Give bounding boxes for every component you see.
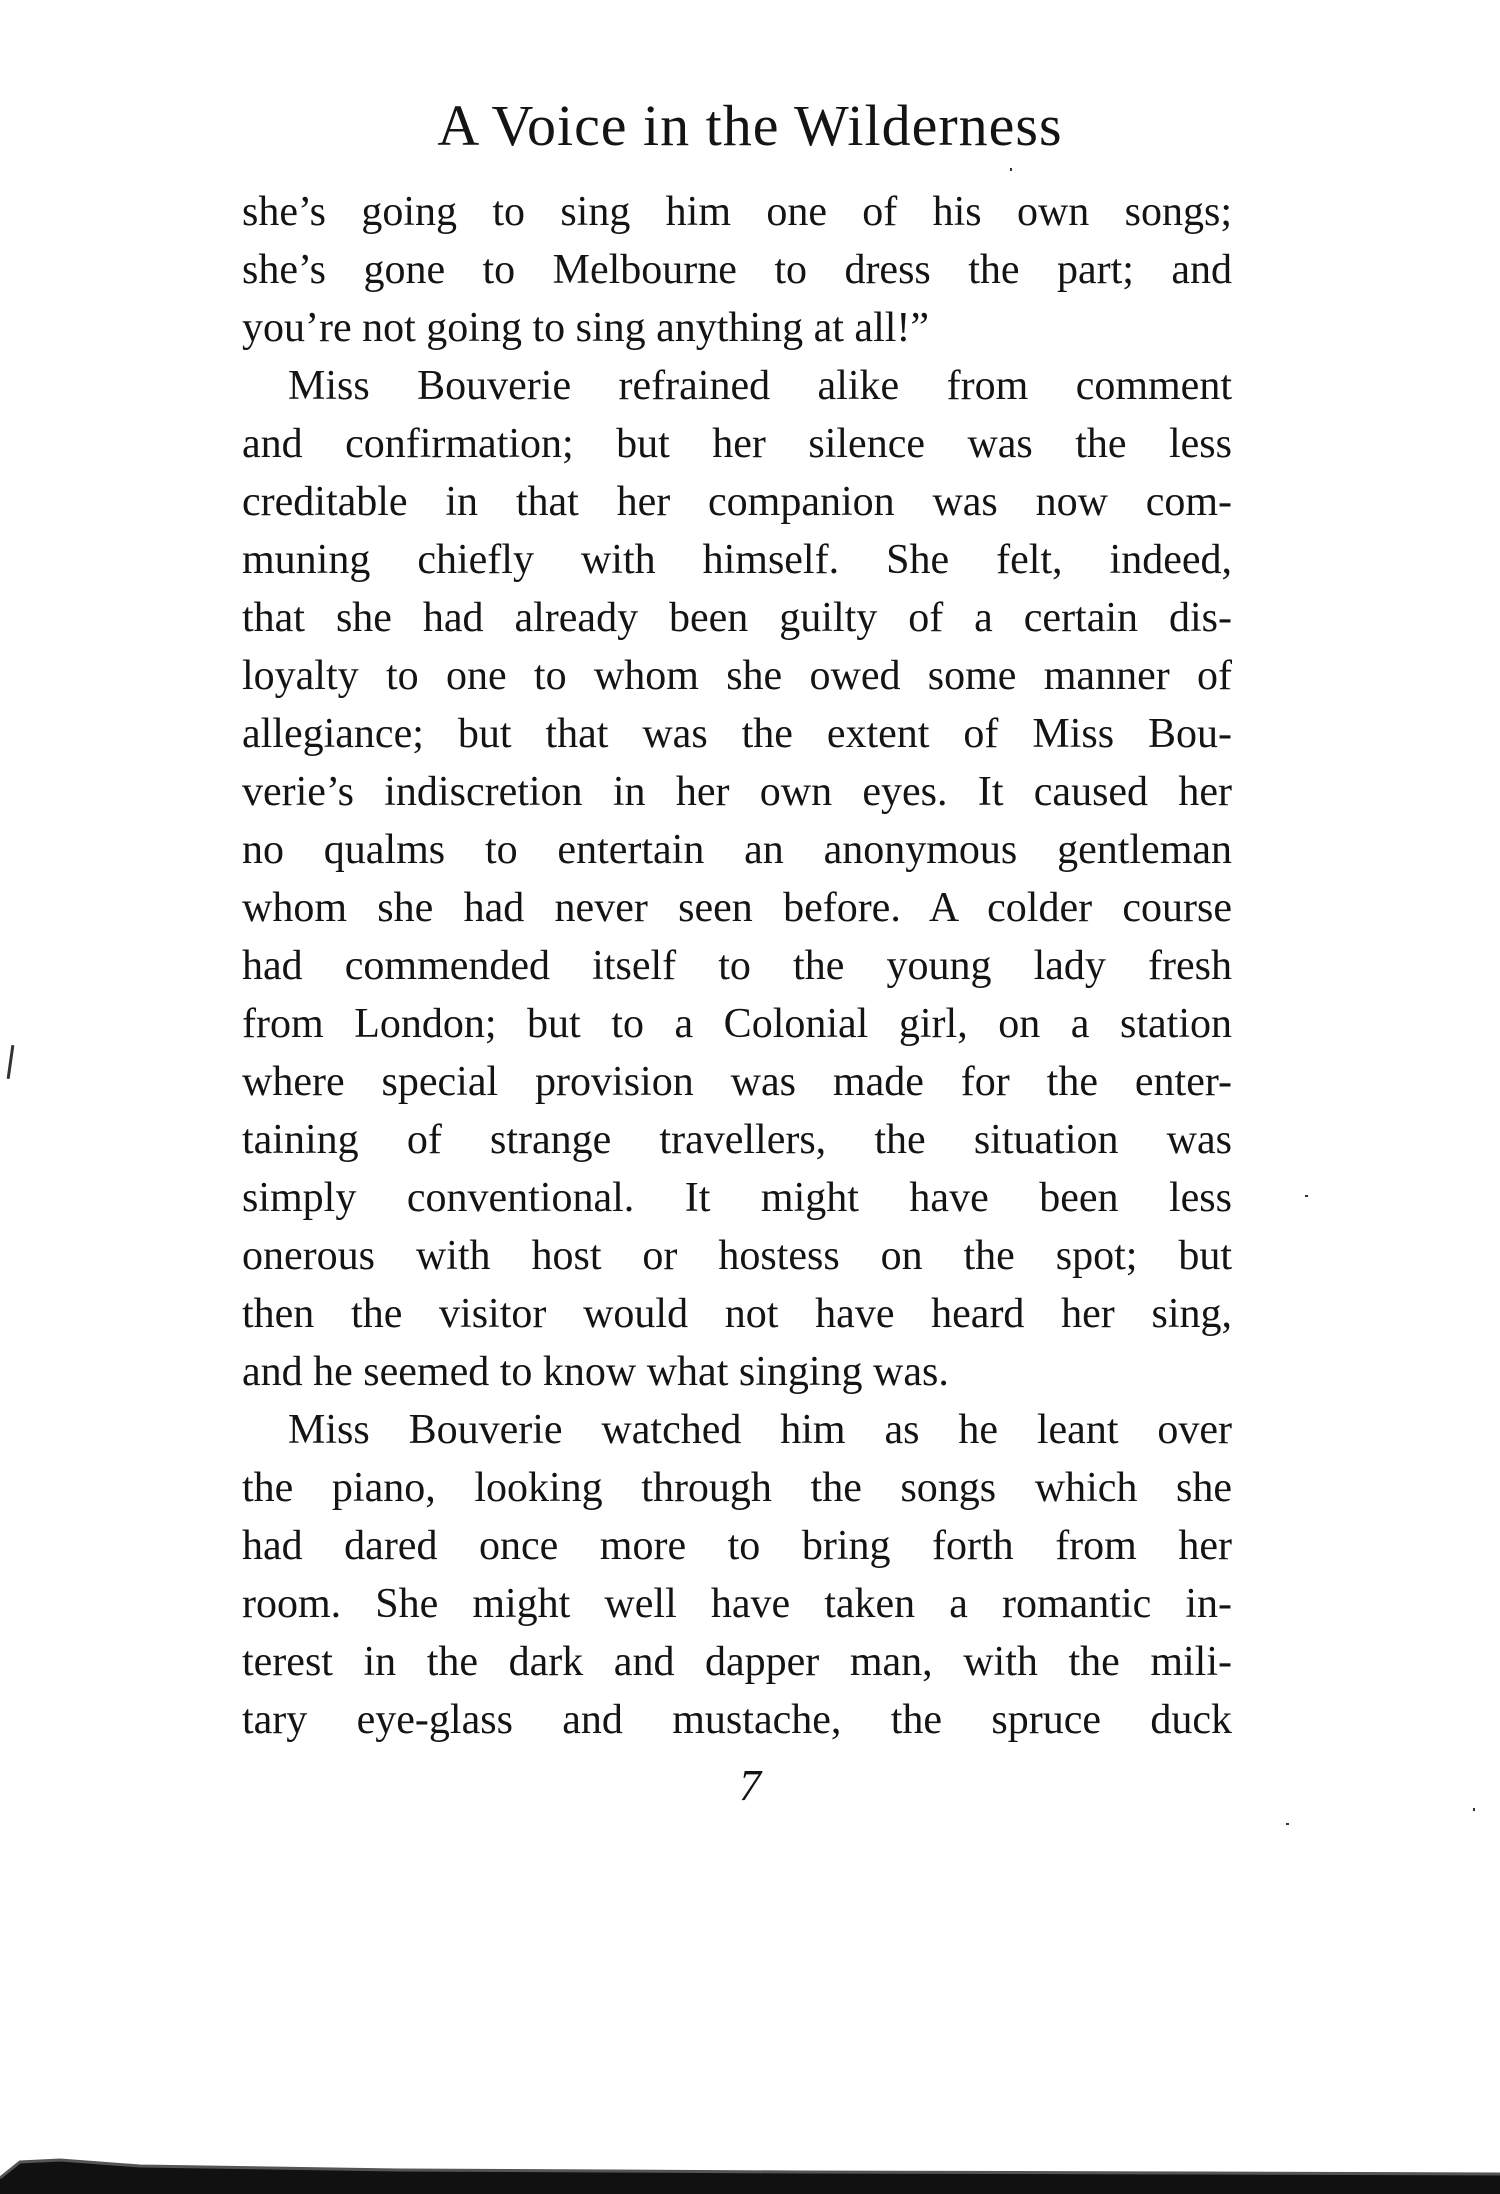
- text-line: onerous with host or hostess on the spot; but: [242, 1233, 1232, 1279]
- scan-edge-shadow: [0, 2148, 1500, 2194]
- scan-edge-shadow-graphic: [0, 2148, 1500, 2194]
- text-line: simply conventional. It might have been less: [242, 1175, 1232, 1221]
- text-line: you’re not going to sing anything at all!”: [242, 305, 930, 351]
- page-number: 7: [739, 1761, 761, 1810]
- dust-speck: [1305, 1195, 1308, 1197]
- text-line: loyalty to one to whom she owed some manner of: [242, 653, 1232, 699]
- text-line: then the visitor would not have heard her sing,: [242, 1291, 1232, 1337]
- text-line: verie’s indiscretion in her own eyes. It caused her: [242, 769, 1232, 815]
- text-line: whom she had never seen before. A colder course: [242, 885, 1232, 931]
- text-line: she’s going to sing him one of his own songs;: [242, 189, 1232, 235]
- text-line: she’s gone to Melbourne to dress the part; and: [242, 247, 1232, 293]
- body-text: [242, 183, 1232, 1749]
- dust-speck: [1286, 1823, 1289, 1825]
- text-line: muning chiefly with himself. She felt, indeed,: [242, 537, 1232, 583]
- text-line: tary eye-glass and mustache, the spruce duck: [242, 1697, 1232, 1743]
- text-line: and confirmation; but her silence was the less: [242, 421, 1232, 467]
- text-line: terest in the dark and dapper man, with the mili-: [242, 1639, 1232, 1685]
- text-line: taining of strange travellers, the situation was: [242, 1117, 1232, 1163]
- text-line: had dared once more to bring forth from her: [242, 1523, 1232, 1569]
- text-line: Miss Bouverie refrained alike from comment: [288, 363, 1232, 409]
- text-line: that she had already been guilty of a certain dis-: [242, 595, 1232, 641]
- text-line: had commended itself to the young lady fresh: [242, 943, 1232, 989]
- text-line: and he seemed to know what singing was.: [242, 1349, 949, 1395]
- text-line: from London; but to a Colonial girl, on a station: [242, 1001, 1232, 1047]
- text-line: creditable in that her companion was now com-: [242, 479, 1232, 525]
- text-line: where special provision was made for the enter-: [242, 1059, 1232, 1105]
- text-line: no qualms to entertain an anonymous gentleman: [242, 827, 1232, 873]
- text-line: the piano, looking through the songs which she: [242, 1465, 1232, 1511]
- dust-speck: [1473, 1808, 1475, 1811]
- text-line: Miss Bouverie watched him as he leant over: [288, 1407, 1232, 1453]
- text-line: room. She might well have taken a romantic in-: [242, 1581, 1232, 1627]
- dust-speck: [1010, 168, 1012, 171]
- running-head: A Voice in the Wilderness: [437, 93, 1063, 158]
- margin-ink-mark: [7, 1045, 15, 1079]
- text-line: allegiance; but that was the extent of Miss Bou-: [242, 711, 1232, 757]
